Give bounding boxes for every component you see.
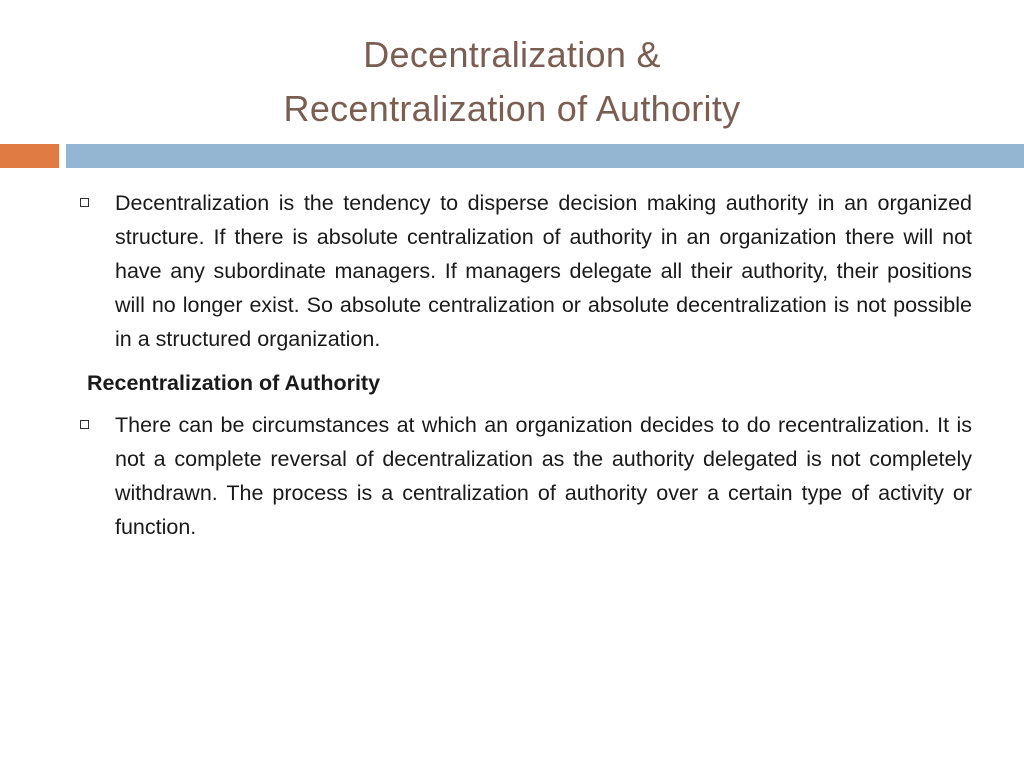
accent-band-orange [0,144,59,168]
slide-title-line-1: Decentralization & [363,34,661,75]
accent-band-blue [66,144,1024,168]
subheading-recentralization: Recentralization of Authority [87,371,381,395]
square-bullet-icon [80,198,89,207]
slide-title-line-2: Recentralization of Authority [283,88,741,129]
bullet-item-decentralization [80,186,972,356]
slide-body [80,186,972,544]
bullet-item-recentralization [80,408,972,544]
slide-title [40,28,984,136]
square-bullet-icon [80,420,89,429]
bullet-text-decentralization: Decentralization is the tendency to disperse decision making authority in an organized structure. If there is absolute centralization of authority in an organization there will not have any subordinate managers. If managers delegate all their authority, their positions will no longer exist. So absolute centralization or absolute decentralization is not possible in a structured organization. [115,191,972,351]
bullet-text-recentralization: There can be circumstances at which an organization decides to do recentralization. It is not a complete reversal of decentralization as the authority delegated is not completely withdrawn. The process is a centralization of authority over a certain type of activity or function. [115,413,972,539]
